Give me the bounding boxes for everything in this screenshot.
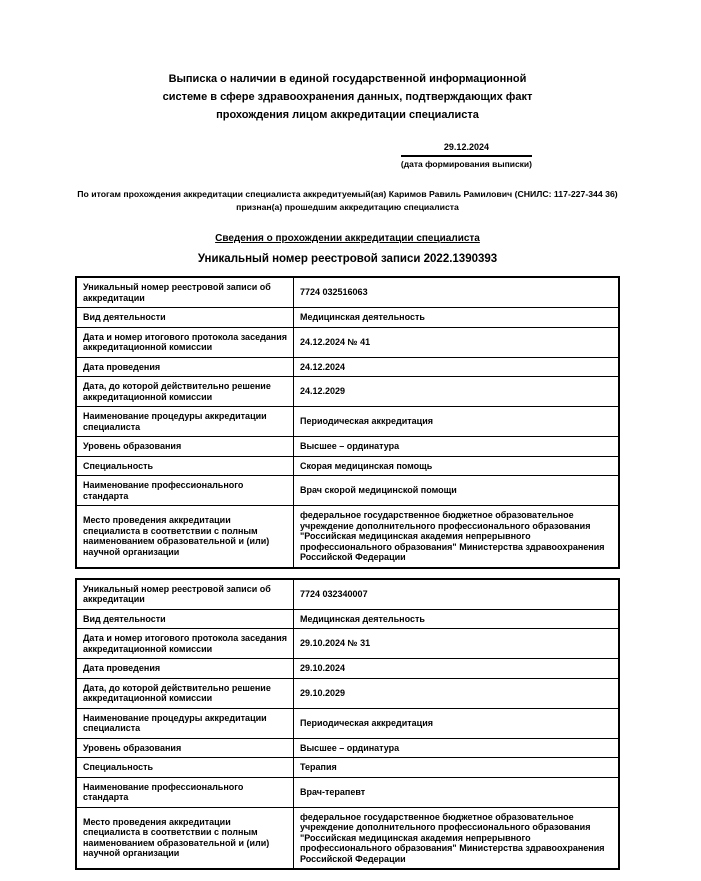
table-row — [76, 407, 619, 437]
row-value: Высшее – ординатура — [294, 738, 620, 758]
table-row — [76, 579, 619, 610]
row-label: Уровень образования — [76, 738, 294, 758]
row-label: Наименование процедуры аккредитации специалиста — [76, 708, 294, 738]
section-heading: Сведения о прохождении аккредитации специалиста — [215, 233, 480, 244]
extract-date-caption: (дата формирования выписки) — [400, 159, 532, 169]
row-label: Дата, до которой действительно решение аккредитационной комиссии — [76, 377, 294, 407]
row-value: Высшее – ординатура — [294, 437, 620, 457]
table-row — [76, 476, 619, 506]
table-row — [76, 738, 619, 758]
table-row — [76, 629, 619, 659]
row-value: 29.10.2029 — [294, 678, 620, 708]
row-value: Медицинская деятельность — [294, 609, 620, 629]
document-title-line-2: системе в сфере здравоохранения данных, подтверждающих факт — [162, 91, 533, 103]
row-value: Периодическая аккредитация — [294, 407, 620, 437]
row-value: 24.12.2029 — [294, 377, 620, 407]
row-label: Специальность — [76, 758, 294, 778]
row-value: Медицинская деятельность — [294, 308, 620, 328]
table-row — [76, 609, 619, 629]
row-value: 24.12.2024 № 41 — [294, 327, 620, 357]
table-row — [76, 777, 619, 807]
row-label: Уровень образования — [76, 437, 294, 457]
intro-paragraph: По итогам прохождения аккредитации специалиста аккредитуемый(ая) Каримов Равиль Рамилович (СНИЛС: 117-227-344 36) признан(а) прошедшим аккредитацию специалиста — [77, 189, 618, 212]
extract-date-area — [75, 142, 620, 172]
row-value: Терапия — [294, 758, 620, 778]
extract-date-block — [401, 142, 532, 170]
row-value: Врач-терапевт — [294, 777, 620, 807]
row-label: Наименование процедуры аккредитации специалиста — [76, 407, 294, 437]
row-value: 29.10.2024 — [294, 659, 620, 679]
row-label: Вид деятельности — [76, 308, 294, 328]
row-label: Место проведения аккредитации специалиста в соответствии с полным наименованием образовательной и (или) научной организации — [76, 807, 294, 869]
row-value: 29.10.2024 № 31 — [294, 629, 620, 659]
document-title — [75, 70, 620, 124]
row-value: 7724 032516063 — [294, 277, 620, 308]
extract-date: 29.12.2024 — [401, 142, 532, 157]
table-row — [76, 659, 619, 679]
table-row — [76, 377, 619, 407]
table-row — [76, 437, 619, 457]
table-row — [76, 456, 619, 476]
row-value: Врач скорой медицинской помощи — [294, 476, 620, 506]
row-label: Наименование профессионального стандарта — [76, 476, 294, 506]
table-row — [76, 277, 619, 308]
row-value: 7724 032340007 — [294, 579, 620, 610]
document-title-line-1: Выписка о наличии в единой государственной информационной — [168, 73, 527, 85]
document-title-line-3: прохождения лицом аккредитации специалиста — [216, 109, 479, 121]
row-label: Уникальный номер реестровой записи об аккредитации — [76, 277, 294, 308]
row-value: федеральное государственное бюджетное образовательное учреждение дополнительного профессионального образования "Российская медицинская академия непрерывного профессионального образования" Министерства здравоохранения Российской Федерации — [294, 506, 620, 568]
registry-number-heading: Уникальный номер реестровой записи 2022.1390393 — [197, 253, 498, 265]
row-value: федеральное государственное бюджетное образовательное учреждение дополнительного профессионального образования "Российская медицинская академия непрерывного профессионального образования" Министерства здравоохранения Российской Федерации — [294, 807, 620, 869]
row-label: Дата и номер итогового протокола заседания аккредитационной комиссии — [76, 629, 294, 659]
table-row — [76, 308, 619, 328]
row-label: Специальность — [76, 456, 294, 476]
row-value: Скорая медицинская помощь — [294, 456, 620, 476]
row-label: Уникальный номер реестровой записи об аккредитации — [76, 579, 294, 610]
table-row — [76, 357, 619, 377]
table-row — [76, 678, 619, 708]
accreditation-table-1 — [75, 276, 620, 569]
table-row — [76, 758, 619, 778]
row-label: Дата проведения — [76, 357, 294, 377]
table-row — [76, 708, 619, 738]
row-value: Периодическая аккредитация — [294, 708, 620, 738]
row-label: Место проведения аккредитации специалиста в соответствии с полным наименованием образовательной и (или) научной организации — [76, 506, 294, 568]
row-label: Вид деятельности — [76, 609, 294, 629]
table-row — [76, 807, 619, 869]
accreditation-table-2 — [75, 578, 620, 871]
table-row — [76, 327, 619, 357]
row-label: Дата и номер итогового протокола заседания аккредитационной комиссии — [76, 327, 294, 357]
table-row — [76, 506, 619, 568]
row-label: Наименование профессионального стандарта — [76, 777, 294, 807]
row-label: Дата проведения — [76, 659, 294, 679]
row-value: 24.12.2024 — [294, 357, 620, 377]
row-label: Дата, до которой действительно решение аккредитационной комиссии — [76, 678, 294, 708]
